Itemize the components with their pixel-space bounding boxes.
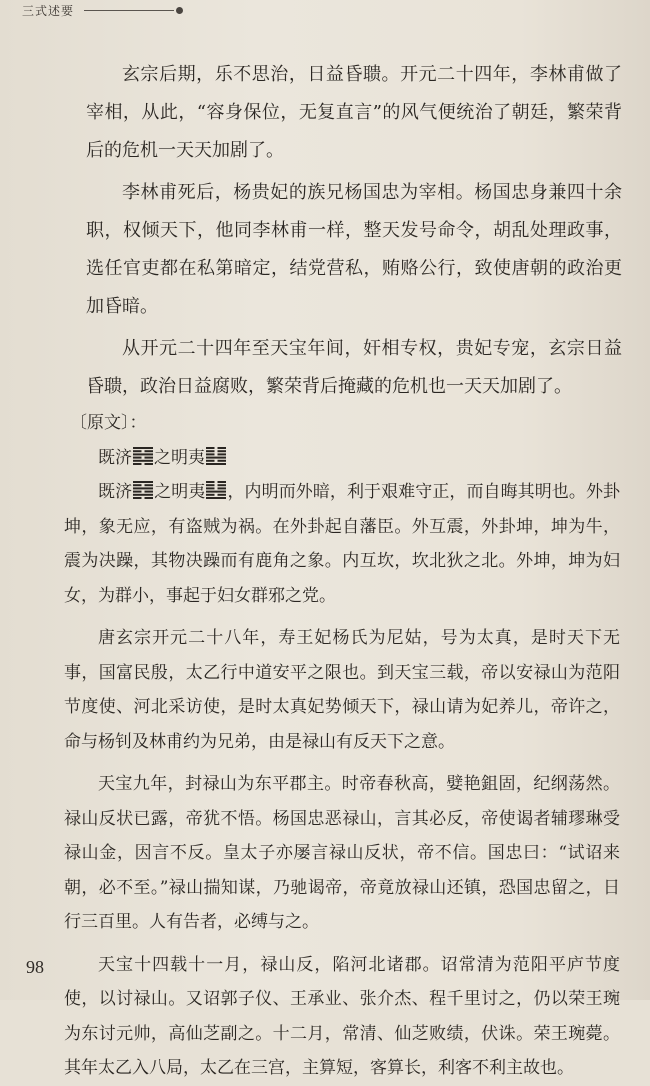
page-number: 98 [26, 957, 44, 977]
paragraph-summary: 从开元二十四年至天宝年间，奸相专权，贵妃专宠，玄宗日益昏聩，政治日益腐败，繁荣背后掩藏的危机也一天天加剧了。 [86, 338, 622, 397]
hexagram-line-1 [0, 441, 650, 476]
paragraph-xuanzong-late: 玄宗后期，乐不思治，日益昏聩。开元二十四年，李林甫做了宰相，从此，“容身保位，无复直言”的风气便统治了朝廷，繁荣背后的危机一天天加剧了。 [86, 64, 622, 161]
original-text-label: 〔原文〕： [70, 413, 147, 433]
hexagram-name-mingyi: 之明夷 [154, 447, 205, 468]
hexagram-name-mingyi-2: 之明夷 [154, 482, 206, 502]
paragraph-kaiyuan-28: 唐玄宗开元二十八年，寿王妃杨氏为尼姑，号为太真，是时天下无事，国富民殷，太乙行中道安平之限也。到天宝三载，帝以安禄山为范阳节度使、河北采访使，是时太真妃势倾天下，禄山请为妃养儿，帝许之，命与杨钊及林甫约为兄弟，由是禄山有反天下之意。 [64, 628, 620, 752]
hexagram-jiji-icon [133, 481, 153, 499]
running-header [22, 2, 183, 19]
hexagram-jiji-icon [133, 447, 153, 465]
hexagram-name-jiji: 既济 [98, 447, 132, 468]
paragraph-tianbao-14: 天宝十四载十一月，禄山反，陷河北诸郡。诏常清为范阳平庐节度使，以讨禄山。又诏郭子仪、王承业、张介杰、程千里讨之，仍以荣王琬为东讨元帅，高仙芝副之。十二月，常清、仙芝败绩，伏诛。荣王琬薨。其年太乙入八局，太乙在三宫，主算短，客算长，利客不利主故也。 [64, 954, 620, 1078]
running-title: 三式述要 [22, 4, 75, 18]
hexagram-mingyi-icon [206, 481, 226, 499]
hexagram-mingyi-icon [206, 447, 226, 465]
header-dot [176, 7, 183, 14]
hexagram-commentary [0, 475, 650, 613]
header-rule [84, 10, 174, 11]
paragraph-tianbao-9: 天宝九年，封禄山为东平郡主。时帝春秋高，嬖艳鉏固，纪纲荡然。禄山反状已露，帝犹不悟。杨国忠恶禄山，言其必反，帝使谒者辅璆琳受禄山金，因言不反。皇太子亦屡言禄山反状，帝不信。国忠曰：“试诏来朝，必不至。”禄山揣知谋，乃驰谒帝，帝竟放禄山还镇，恐国忠留之，日行三百里。人有告者，必缚与之。 [64, 774, 620, 932]
hexagram-commentary-text: ，内明而外暗，利于艰难守正，而自晦其明也。外卦坤，象无应，有盗贼为祸。在外卦起自藩臣。外互震，外卦坤，坤为牛，震为决躁，其物决躁而有鹿角之象。内互坎，坎北狄之北。外坤，坤为妇女，为群小，事起于妇女群邪之党。 [64, 482, 621, 606]
page-content [0, 56, 650, 1086]
hexagram-name-jiji-2: 既济 [98, 482, 133, 502]
paragraph-yang-guozhong: 李林甫死后，杨贵妃的族兄杨国忠为宰相。杨国忠身兼四十余职，权倾天下，他同李林甫一样，整天发号命令，胡乱处理政事，选任官吏都在私第暗定，结党营私，贿赂公行，致使唐朝的政治更加昏暗。 [86, 182, 622, 317]
